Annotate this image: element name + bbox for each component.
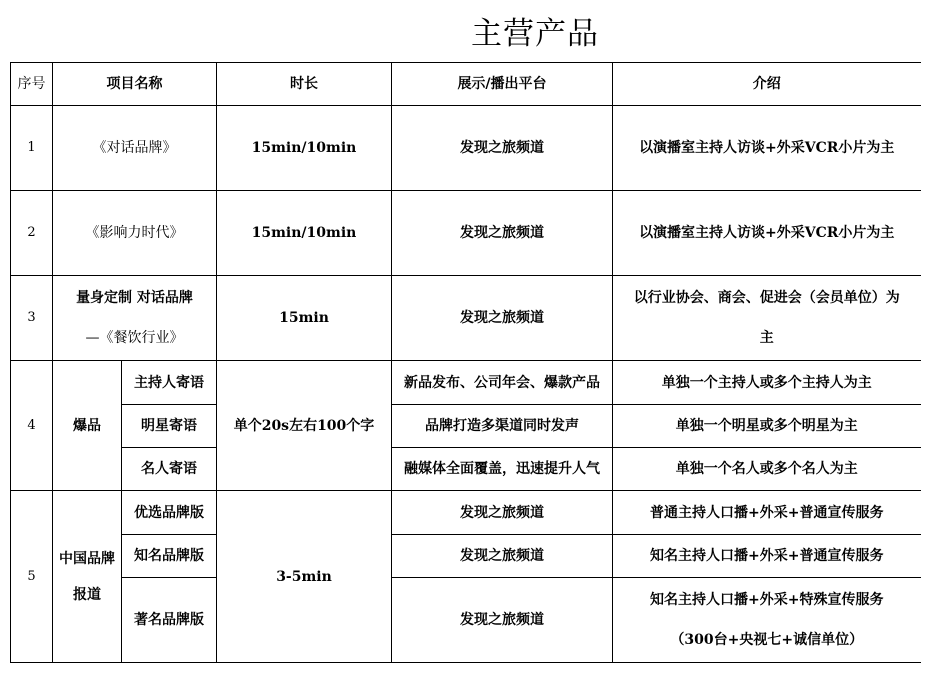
- project-group-line: 中国品牌: [59, 550, 115, 567]
- table-row: [11, 535, 921, 578]
- platform: 融媒体全面覆盖，迅速提升人气: [392, 448, 613, 491]
- platform: 发现之旅频道: [392, 106, 613, 191]
- project-name: [53, 276, 217, 361]
- intro-line: （300台+央视七+诚信单位）: [670, 632, 864, 648]
- platform: 发现之旅频道: [392, 191, 613, 276]
- table-row: [11, 361, 921, 405]
- sub-item-name: 主持人寄语: [122, 361, 217, 405]
- sub-item-name: 明星寄语: [122, 405, 217, 448]
- intro: 以演播室主持人访谈+外采VCR小片为主: [613, 191, 921, 276]
- table-row: [11, 276, 921, 361]
- project-name-line: —《餐饮行业》: [85, 330, 184, 346]
- intro: 单独一个主持人或多个主持人为主: [613, 361, 921, 405]
- project-name-line: 量身定制 对话品牌: [76, 290, 193, 306]
- sub-item-name: 名人寄语: [122, 448, 217, 491]
- duration: 3-5min: [217, 491, 392, 663]
- header-no: 序号: [11, 63, 53, 106]
- intro-line: 主: [759, 330, 774, 346]
- duration: 15min/10min: [217, 191, 392, 276]
- project-group: 爆品: [53, 361, 122, 491]
- project-name: 《对话品牌》: [53, 106, 217, 191]
- platform: 发现之旅频道: [392, 535, 613, 578]
- intro-line: 以行业协会、商会、促进会（会员单位）为: [633, 290, 900, 306]
- intro: [613, 276, 921, 361]
- intro-line: 知名主持人口播+外采+特殊宣传服务: [650, 592, 884, 608]
- header-name: 项目名称: [53, 63, 217, 106]
- sub-item-name: 知名品牌版: [122, 535, 217, 578]
- row-number: 1: [11, 106, 53, 191]
- table-row: [11, 578, 921, 663]
- project-name: 《影响力时代》: [53, 191, 217, 276]
- intro: 知名主持人口播+外采+普通宣传服务: [613, 535, 921, 578]
- row-number: 5: [11, 491, 53, 663]
- project-group-line: 报道: [73, 586, 101, 603]
- table-row: [11, 491, 921, 535]
- table-row: [11, 106, 921, 191]
- platform: 品牌打造多渠道同时发声: [392, 405, 613, 448]
- row-number: 2: [11, 191, 53, 276]
- platform: 发现之旅频道: [392, 276, 613, 361]
- table-row: [11, 191, 921, 276]
- intro: 单独一个名人或多个名人为主: [613, 448, 921, 491]
- table-row: [11, 448, 921, 491]
- intro: 以演播室主持人访谈+外采VCR小片为主: [613, 106, 921, 191]
- row-number: 3: [11, 276, 53, 361]
- header-duration: 时长: [217, 63, 392, 106]
- duration: 单个20s左右100个字: [217, 361, 392, 491]
- table-header-row: [11, 63, 921, 106]
- sub-item-name: 优选品牌版: [122, 491, 217, 535]
- page-title: 主营产品: [471, 16, 599, 52]
- row-number: 4: [11, 361, 53, 491]
- project-group: [53, 491, 122, 663]
- duration: 15min/10min: [217, 106, 392, 191]
- duration: 15min: [217, 276, 392, 361]
- platform: 发现之旅频道: [392, 491, 613, 535]
- table-row: [11, 405, 921, 448]
- platform: 新品发布、公司年会、爆款产品: [392, 361, 613, 405]
- platform: 发现之旅频道: [392, 578, 613, 663]
- intro: 普通主持人口播+外采+普通宣传服务: [613, 491, 921, 535]
- sub-item-name: 著名品牌版: [122, 578, 217, 663]
- header-intro: 介绍: [613, 63, 921, 106]
- product-table: [10, 62, 921, 663]
- intro: 单独一个明星或多个明星为主: [613, 405, 921, 448]
- intro: [613, 578, 921, 663]
- header-platform: 展示/播出平台: [392, 63, 613, 106]
